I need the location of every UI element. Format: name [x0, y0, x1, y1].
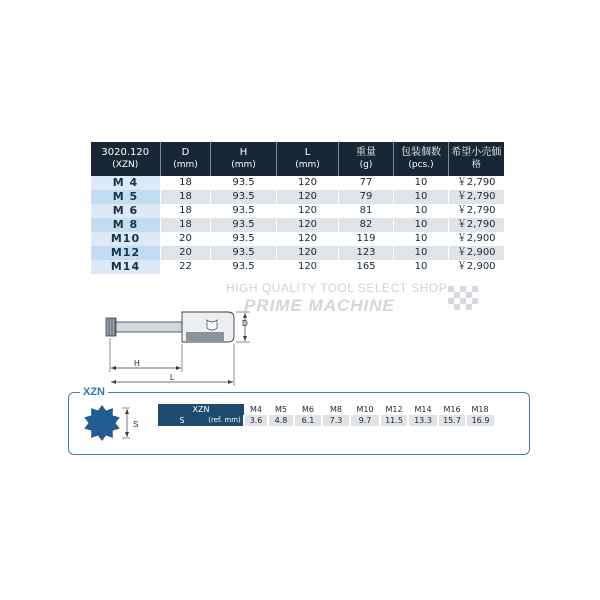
weight-cell: 82 [339, 218, 394, 232]
header-pcs: 包装個数 (pcs.) [394, 142, 449, 176]
spec-header-row [91, 142, 504, 176]
header-model: 3020.120 (XZN) [91, 142, 161, 176]
xzn-s-row-label: S [158, 415, 206, 426]
pcs-cell: 10 [394, 232, 449, 246]
price-cell: ￥2,790 [449, 190, 504, 204]
xzn-s-label: S [133, 420, 139, 429]
watermark-shop-text: HIGH QUALITY TOOL SELECT SHOP [226, 281, 448, 295]
xzn-size-header: M18 [466, 404, 494, 415]
pcs-cell: 10 [394, 204, 449, 218]
l-cell: 120 [277, 204, 339, 218]
xzn-s-value: 3.6 [244, 415, 268, 426]
size-cell: M 6 [91, 204, 161, 218]
xzn-profile-drawing [78, 403, 142, 449]
table-row [91, 232, 504, 246]
xzn-size-header: M4 [244, 404, 268, 415]
weight-cell: 119 [339, 232, 394, 246]
price-cell: ￥2,900 [449, 232, 504, 246]
price-cell: ￥2,790 [449, 218, 504, 232]
size-cell: M 5 [91, 190, 161, 204]
xzn-s-value: 13.3 [408, 415, 438, 426]
xzn-s-value: 15.7 [438, 415, 466, 426]
d-cell: 20 [161, 232, 211, 246]
socket-profile-icon [106, 312, 234, 342]
header-weight: 重量 (g) [339, 142, 394, 176]
header-price: 希望小売価 格 [449, 142, 504, 176]
table-row [91, 176, 504, 190]
dimension-h-label: H [134, 359, 140, 368]
xzn-size-header: M10 [350, 404, 380, 415]
d-cell: 18 [161, 176, 211, 190]
l-cell: 120 [277, 246, 339, 260]
xzn-s-value: 7.3 [322, 415, 350, 426]
dimension-l-label: L [170, 373, 175, 382]
xzn-row-label: XZN [158, 404, 244, 415]
h-cell: 93.5 [211, 190, 277, 204]
d-cell: 20 [161, 246, 211, 260]
d-cell: 18 [161, 218, 211, 232]
weight-cell: 123 [339, 246, 394, 260]
dimension-d-label: D [242, 319, 248, 328]
d-cell: 18 [161, 190, 211, 204]
xzn-s-row [158, 415, 494, 426]
weight-cell: 77 [339, 176, 394, 190]
table-row [91, 218, 504, 232]
watermark-brand-text: PRIME MACHINE [244, 296, 395, 315]
header-l: L (mm) [277, 142, 339, 176]
d-cell: 22 [161, 260, 211, 274]
h-cell: 93.5 [211, 246, 277, 260]
xzn-spline-icon [84, 405, 119, 441]
table-row [91, 204, 504, 218]
d-cell: 18 [161, 204, 211, 218]
size-cell: M 4 [91, 176, 161, 190]
xzn-panel-title: XZN [80, 386, 108, 398]
pcs-cell: 10 [394, 218, 449, 232]
price-cell: ￥2,900 [449, 260, 504, 274]
xzn-s-value: 16.9 [466, 415, 494, 426]
price-cell: ￥2,900 [449, 246, 504, 260]
price-cell: ￥2,790 [449, 204, 504, 218]
size-cell: M 8 [91, 218, 161, 232]
l-cell: 120 [277, 176, 339, 190]
pcs-cell: 10 [394, 260, 449, 274]
xzn-size-header: M16 [438, 404, 466, 415]
xzn-size-row [158, 404, 494, 415]
pcs-cell: 10 [394, 246, 449, 260]
weight-cell: 165 [339, 260, 394, 274]
xzn-size-header: M6 [294, 404, 322, 415]
header-d: D (mm) [161, 142, 211, 176]
weight-cell: 79 [339, 190, 394, 204]
size-cell: M14 [91, 260, 161, 274]
xzn-s-value: 4.8 [268, 415, 294, 426]
pcs-cell: 10 [394, 190, 449, 204]
pcs-cell: 10 [394, 176, 449, 190]
l-cell: 120 [277, 190, 339, 204]
table-row [91, 190, 504, 204]
xzn-size-table [158, 404, 494, 426]
xzn-size-header: M12 [380, 404, 408, 415]
table-row [91, 260, 504, 274]
l-cell: 120 [277, 260, 339, 274]
l-cell: 120 [277, 218, 339, 232]
h-cell: 93.5 [211, 218, 277, 232]
xzn-size-header: M5 [268, 404, 294, 415]
xzn-s-value: 6.1 [294, 415, 322, 426]
price-cell: ￥2,790 [449, 176, 504, 190]
weight-cell: 81 [339, 204, 394, 218]
checkered-flag-icon [442, 282, 484, 316]
socket-dimension-drawing [100, 298, 270, 390]
h-cell: 93.5 [211, 260, 277, 274]
h-cell: 93.5 [211, 204, 277, 218]
xzn-size-header: M8 [322, 404, 350, 415]
header-h: H (mm) [211, 142, 277, 176]
l-cell: 120 [277, 232, 339, 246]
size-cell: M12 [91, 246, 161, 260]
xzn-ref-note: (ref. mm) [206, 415, 244, 426]
spec-table [90, 142, 504, 274]
h-cell: 93.5 [211, 232, 277, 246]
xzn-s-value: 11.5 [380, 415, 408, 426]
table-row [91, 246, 504, 260]
xzn-size-header: M14 [408, 404, 438, 415]
h-cell: 93.5 [211, 176, 277, 190]
size-cell: M10 [91, 232, 161, 246]
xzn-s-value: 9.7 [350, 415, 380, 426]
